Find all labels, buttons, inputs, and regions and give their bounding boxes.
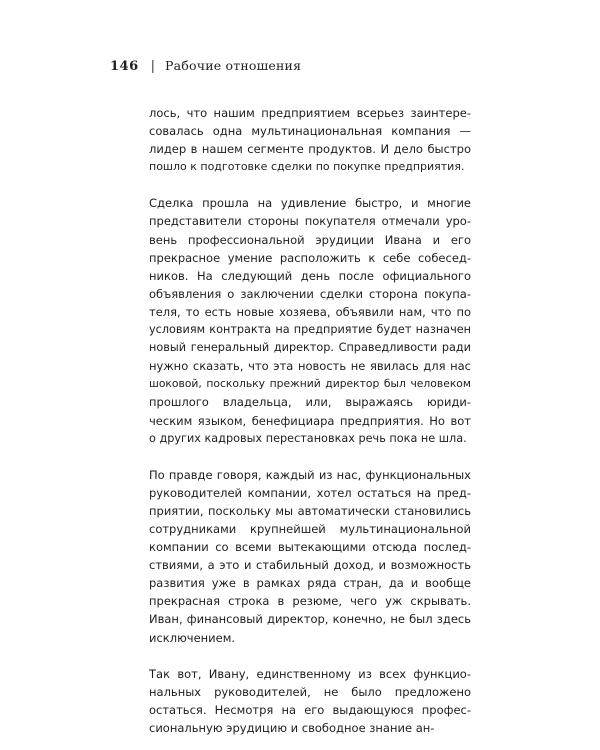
text-line: условиям контракта на предприятие будет назначен <box>149 323 471 337</box>
text-line: компании со всеми вытекающими отсюда послед- <box>149 540 471 555</box>
paragraph <box>149 194 471 447</box>
text-line: Иван, финансовый директор, конечно, не был здесь <box>149 612 471 627</box>
text-line: Сделка прошла на удивление быстро, и многие <box>149 196 471 211</box>
text-line: По правде говоря, каждый из нас, функциональных <box>149 467 471 482</box>
text-line: сиональную эрудицию и свободное знание ан- <box>149 720 435 735</box>
text-line: о других кадровых перестановках речь пока не шла. <box>149 431 467 445</box>
text-line: прошлого владельца, или, выражаясь юриди- <box>149 395 471 410</box>
text-line: руководителей компании, хотел остаться на пред- <box>149 485 471 500</box>
running-head <box>110 58 301 78</box>
text-line: ников. На следующий день после официального <box>149 268 471 283</box>
text-line: прекрасное умение расположить к себе собесед- <box>149 250 471 265</box>
text-line: прекрасная строка в резюме, чего уж скрывать. <box>149 594 471 609</box>
text-line: совалась одна мультинациональная компания — <box>149 124 471 139</box>
text-line: ствиями, а это и стабильный доход, и возможность <box>149 558 471 573</box>
paragraph <box>149 466 471 647</box>
text-line: новый генеральный директор. Справедливости ради <box>149 341 471 355</box>
header-separator: | <box>150 59 156 74</box>
text-line: объявления о заключении сделки сторона покупа- <box>149 286 471 301</box>
page-number: 146 <box>110 59 139 74</box>
text-line: остаться. Несмотря на его выдающуюся профес- <box>149 702 471 717</box>
text-line: исключением. <box>149 630 236 645</box>
text-line: шоковой, поскольку прежний директор был человеком <box>149 377 471 391</box>
text-line: ческим языком, бенефициара предприятия. Но вот <box>149 413 471 428</box>
body-text <box>149 104 471 750</box>
text-line: нужно сказать, что эта новость не явилась для нас <box>149 359 471 374</box>
text-line: Так вот, Ивану, единственному из всех функцио- <box>149 666 471 681</box>
text-line: лось, что нашим предприятием всерьез заинтере- <box>149 106 471 120</box>
text-line: развития уже в рамках ряда стран, да и вообще <box>149 576 471 591</box>
text-line: нальных руководителей, не было предложено <box>149 684 471 699</box>
text-line: сотрудниками крупнейшей мультинациональной <box>149 521 471 536</box>
section-title: Рабочие отношения <box>165 58 302 73</box>
text-line: лидер в нашем сегменте продуктов. И дело быстро <box>149 142 471 157</box>
paragraph <box>149 104 471 176</box>
text-line: представители стороны покупателя отмечали уро- <box>149 214 471 229</box>
text-line: теля, то есть новые хозяева, объявили нам, что по <box>149 304 471 319</box>
text-line: вень профессиональной эрудиции Ивана и его <box>149 232 471 247</box>
text-line: пошло к подготовке сделки по покупке предприятия. <box>149 160 465 174</box>
text-line: приятии, поскольку мы автоматически становились <box>149 503 471 518</box>
paragraph <box>149 665 471 737</box>
